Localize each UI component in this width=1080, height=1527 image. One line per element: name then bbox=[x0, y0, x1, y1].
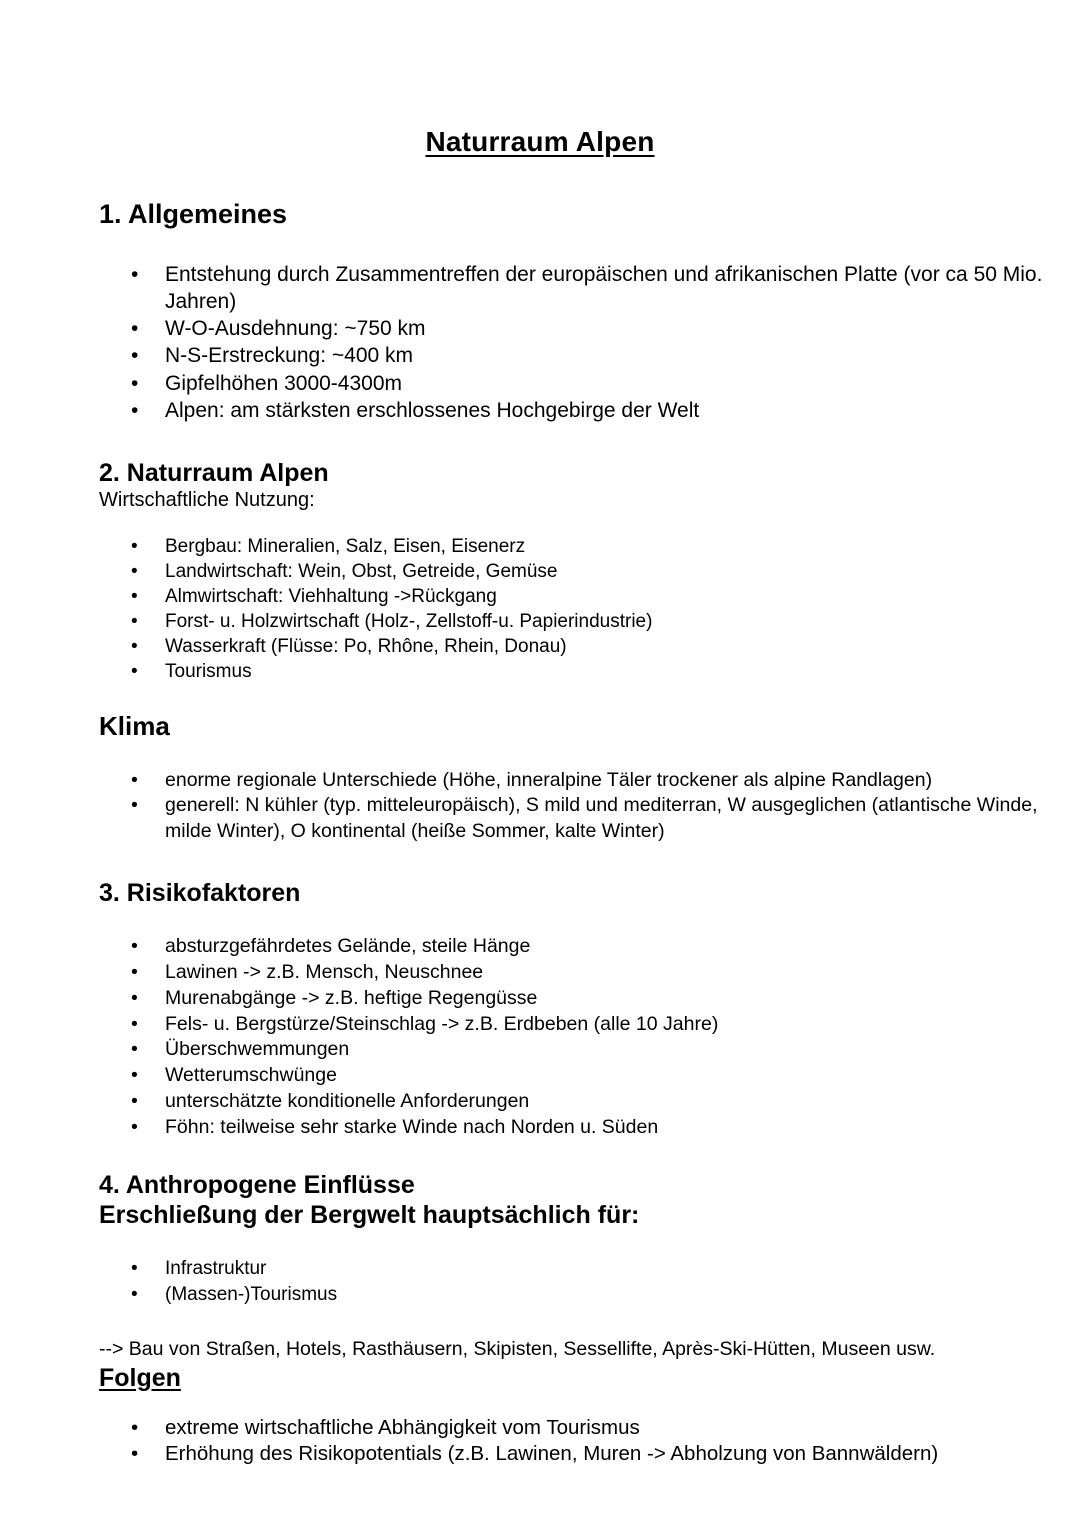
spacer bbox=[0, 844, 1080, 878]
list-item: • N-S-Erstreckung: ~400 km bbox=[0, 342, 1080, 369]
list-item: • Wetterumschwünge bbox=[0, 1063, 1080, 1089]
list-item: • Forst- u. Holzwirtschaft (Holz-, Zellstoff-u. Papierindustrie) bbox=[0, 610, 1080, 635]
note-bau-von-strassen: --> Bau von Straßen, Hotels, Rasthäusern, Skipisten, Sessellifte, Après-Ski-Hütten, Museen usw. bbox=[99, 1338, 936, 1361]
list-item: • Wasserkraft (Flüsse: Po, Rhône, Rhein, Donau) bbox=[0, 635, 1080, 660]
spacer bbox=[0, 742, 1080, 768]
list-item: • Lawinen -> z.B. Mensch, Neuschnee bbox=[0, 960, 1080, 986]
list-item: • Tourismus bbox=[0, 660, 1080, 685]
heading-erschliessung: Erschließung der Bergwelt hauptsächlich für: bbox=[99, 1201, 640, 1230]
list-allgemeines bbox=[0, 261, 1080, 425]
list-item: • Almwirtschaft: Viehhaltung ->Rückgang bbox=[0, 585, 1080, 610]
list-klima bbox=[0, 768, 1080, 845]
spacer bbox=[0, 1393, 1080, 1415]
page-title-text: Naturraum Alpen bbox=[425, 126, 655, 157]
heading-folgen-text: Folgen bbox=[99, 1363, 181, 1392]
spacer bbox=[0, 1307, 1080, 1337]
list-item: • Infrastruktur bbox=[0, 1256, 1080, 1281]
list-item: • Föhn: teilweise sehr starke Winde nach Norden u. Süden bbox=[0, 1115, 1080, 1141]
spacer bbox=[0, 424, 1080, 458]
list-folgen bbox=[0, 1415, 1080, 1469]
spacer bbox=[0, 513, 1080, 535]
list-item: • Fels- u. Bergstürze/Steinschlag -> z.B. Erdbeben (alle 10 Jahre) bbox=[0, 1012, 1080, 1038]
list-item: • extreme wirtschaftliche Abhängigkeit vom Tourismus bbox=[0, 1415, 1080, 1442]
list-naturraum bbox=[0, 535, 1080, 684]
list-item: • generell: N kühler (typ. mitteleuropäisch), S mild und mediterran, W ausgeglichen (atlantische Winde, milde Winter), O kontinental (heiße Sommer, kalte Winter) bbox=[0, 793, 1080, 844]
heading-naturraum: 2. Naturraum Alpen bbox=[99, 459, 329, 488]
list-item: • Landwirtschaft: Wein, Obst, Getreide, Gemüse bbox=[0, 560, 1080, 585]
heading-risikofaktoren: 3. Risikofaktoren bbox=[99, 879, 301, 908]
heading-anthropogene: 4. Anthropogene Einflüsse bbox=[99, 1171, 415, 1200]
spacer bbox=[0, 1230, 1080, 1256]
spacer bbox=[0, 908, 1080, 934]
list-item: • unterschätzte konditionelle Anforderungen bbox=[0, 1089, 1080, 1115]
list-item: • Murenabgänge -> z.B. heftige Regengüsse bbox=[0, 986, 1080, 1012]
list-item: • Überschwemmungen bbox=[0, 1037, 1080, 1063]
list-item: • W-O-Ausdehnung: ~750 km bbox=[0, 315, 1080, 342]
list-risikofaktoren bbox=[0, 934, 1080, 1140]
subheading-wirtschaftliche-nutzung: Wirtschaftliche Nutzung: bbox=[99, 489, 315, 512]
list-item: • Alpen: am stärksten erschlossenes Hochgebirge der Welt bbox=[0, 397, 1080, 424]
heading-allgemeines: 1. Allgemeines bbox=[99, 199, 288, 230]
list-item: • Entstehung durch Zusammentreffen der europäischen und afrikanischen Platte (vor ca 50 Mio. Jahren) bbox=[0, 261, 1080, 316]
heading-folgen bbox=[0, 1363, 1080, 1393]
list-item: • absturzgefährdetes Gelände, steile Hänge bbox=[0, 934, 1080, 960]
spacer bbox=[0, 685, 1080, 711]
list-item: • Bergbau: Mineralien, Salz, Eisen, Eisenerz bbox=[0, 535, 1080, 560]
list-anthropogene bbox=[0, 1256, 1080, 1307]
page-title bbox=[0, 0, 1080, 158]
list-item: • (Massen-)Tourismus bbox=[0, 1282, 1080, 1307]
list-item: • Erhöhung des Risikopotentials (z.B. Lawinen, Muren -> Abholzung von Bannwäldern) bbox=[0, 1441, 1080, 1468]
list-item: • enorme regionale Unterschiede (Höhe, inneralpine Täler trockener als alpine Randlagen) bbox=[0, 768, 1080, 794]
spacer bbox=[0, 1140, 1080, 1170]
spacer bbox=[0, 231, 1080, 261]
heading-klima: Klima bbox=[99, 710, 170, 741]
list-item: • Gipfelhöhen 3000-4300m bbox=[0, 370, 1080, 397]
